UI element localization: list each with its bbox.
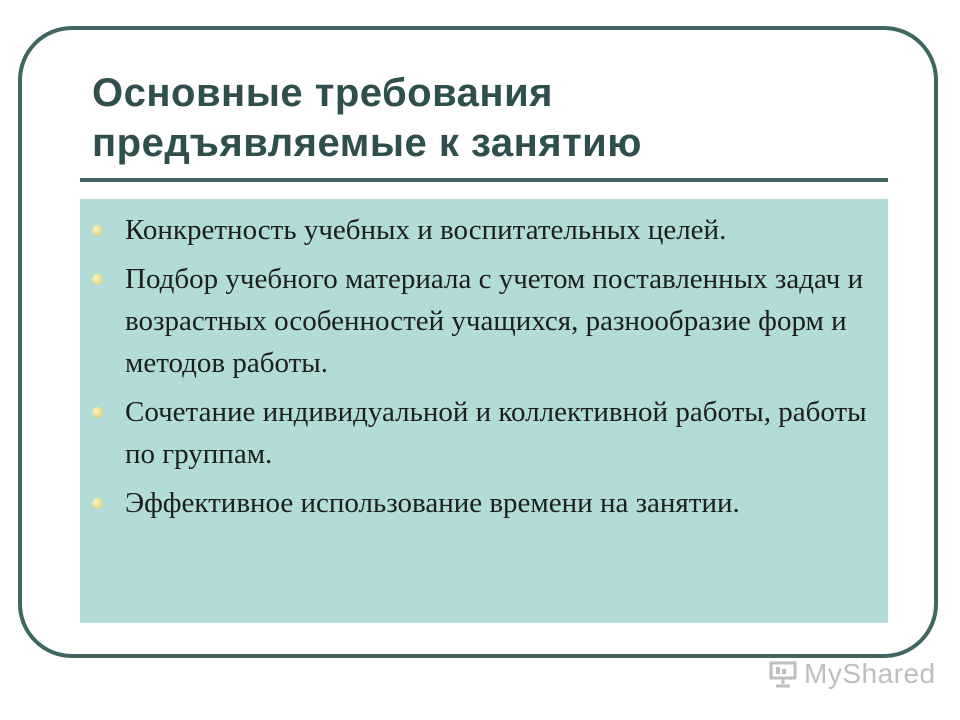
bullet-dot-icon [92, 498, 103, 509]
bullet-list [125, 209, 875, 531]
bullet-dot-icon [92, 407, 103, 418]
bullet-text: Сочетание индивидуальной и коллективной работы, работы по группам. [125, 396, 867, 470]
bullet-item [125, 391, 875, 475]
title-line-1: Основные требования [92, 71, 554, 115]
bullet-item [125, 482, 875, 524]
slide-title [92, 68, 892, 168]
title-line-2: предъявляемые к занятию [92, 121, 642, 165]
watermark-text: MyShared [804, 658, 936, 689]
presentation-screen-icon [768, 660, 798, 688]
bullet-item [125, 258, 875, 384]
bullet-text: Конкретность учебных и воспитательных целей. [125, 214, 727, 246]
bullet-dot-icon [92, 274, 103, 285]
bullet-dot-icon [92, 225, 103, 236]
bullet-text: Подбор учебного материала с учетом поставленных задач и возрастных особенностей учащихся, разнообразие форм и методов работы. [125, 263, 864, 379]
bullet-text: Эффективное использование времени на занятии. [125, 487, 740, 519]
title-divider [80, 178, 888, 182]
bullet-item [125, 209, 875, 251]
watermark-logo [768, 656, 936, 692]
content-panel [80, 199, 888, 623]
